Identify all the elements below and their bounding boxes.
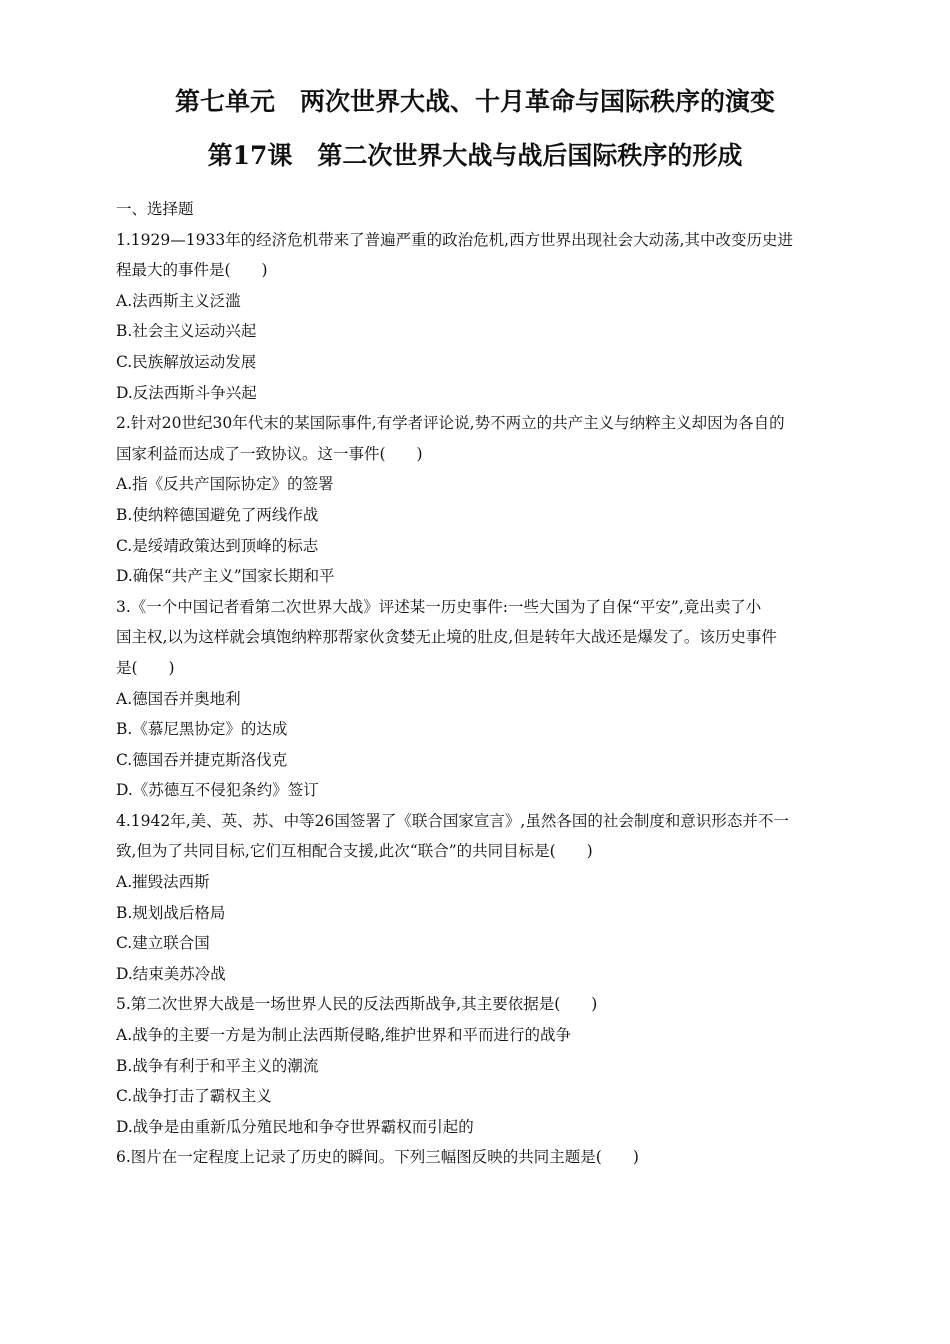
question-stem-line: 国主权,以为这样就会填饱纳粹那帮家伙贪婪无止境的肚皮,但是转年大战还是爆发了。该历史事件 — [116, 628, 777, 647]
option-a: A.摧毁法西斯 — [116, 873, 210, 892]
option-b: B.社会主义运动兴起 — [116, 322, 257, 341]
option-d: D.战争是由重新瓜分殖民地和争夺世界霸权而引起的 — [116, 1117, 474, 1136]
option-d: D.《苏德互不侵犯条约》签订 — [116, 781, 319, 800]
question-3 — [116, 592, 840, 806]
question-stem-line: 6.图片在一定程度上记录了历史的瞬间。下列三幅图反映的共同主题是( ) — [116, 1148, 639, 1167]
unit-title: 第七单元 两次世界大战、十月革命与国际秩序的演变 — [174, 87, 775, 116]
option-a: A.战争的主要一方是为制止法西斯侵略,维护世界和平而进行的战争 — [116, 1026, 572, 1045]
option-c: C.民族解放运动发展 — [116, 352, 257, 371]
option-a: A.指《反共产国际协定》的签署 — [116, 475, 334, 494]
option-a: A.法西斯主义泛滥 — [116, 291, 241, 310]
option-c: C.建立联合国 — [116, 934, 210, 953]
question-stem-line: 国家利益而达成了一致协议。这一事件( ) — [116, 444, 423, 463]
question-stem-line: 致,但为了共同目标,它们互相配合支援,此次“联合”的共同目标是( ) — [116, 842, 593, 861]
question-stem-line: 程最大的事件是( ) — [116, 261, 268, 280]
question-1 — [116, 225, 840, 409]
option-d: D.确保“共产主义”国家长期和平 — [116, 567, 335, 586]
question-stem-line: 1.1929—1933年的经济危机带来了普遍严重的政治危机,西方世界出现社会大动荡,其中改变历史进 — [116, 230, 794, 249]
question-list — [116, 194, 840, 1173]
option-b: B.使纳粹德国避免了两线作战 — [116, 505, 319, 524]
option-c: C.战争打击了霸权主义 — [116, 1087, 272, 1106]
question-stem-line: 2.针对20世纪30年代末的某国际事件,有学者评论说,势不两立的共产主义与纳粹主义却因为各自的 — [116, 414, 785, 433]
question-6 — [116, 1142, 840, 1173]
option-c: C.德国吞并捷克斯洛伐克 — [116, 750, 288, 769]
question-2 — [116, 408, 840, 592]
option-b: B.《慕尼黑协定》的达成 — [116, 720, 288, 739]
option-b: B.战争有利于和平主义的潮流 — [116, 1056, 319, 1075]
question-stem-line: 4.1942年,美、英、苏、中等26国签署了《联合国家宣言》,虽然各国的社会制度和意识形态并不一 — [116, 811, 789, 830]
lesson-title: 第17课 第二次世界大战与战后国际秩序的形成 — [207, 141, 743, 170]
option-b: B.规划战后格局 — [116, 903, 226, 922]
question-4 — [116, 806, 840, 990]
option-a: A.德国吞并奥地利 — [116, 689, 241, 708]
option-d: D.反法西斯斗争兴起 — [116, 383, 257, 402]
question-5 — [116, 989, 840, 1142]
question-stem-line: 是( ) — [116, 658, 175, 677]
option-d: D.结束美苏冷战 — [116, 964, 226, 983]
question-stem-line: 5.第二次世界大战是一场世界人民的反法西斯战争,其主要依据是( ) — [116, 995, 598, 1014]
section-heading: 一、选择题 — [116, 200, 194, 218]
option-c: C.是绥靖政策达到顶峰的标志 — [116, 536, 319, 555]
question-stem-line: 3.《一个中国记者看第二次世界大战》评述某一历史事件:一些大国为了自保“平安”,竟出卖了小 — [116, 597, 762, 616]
